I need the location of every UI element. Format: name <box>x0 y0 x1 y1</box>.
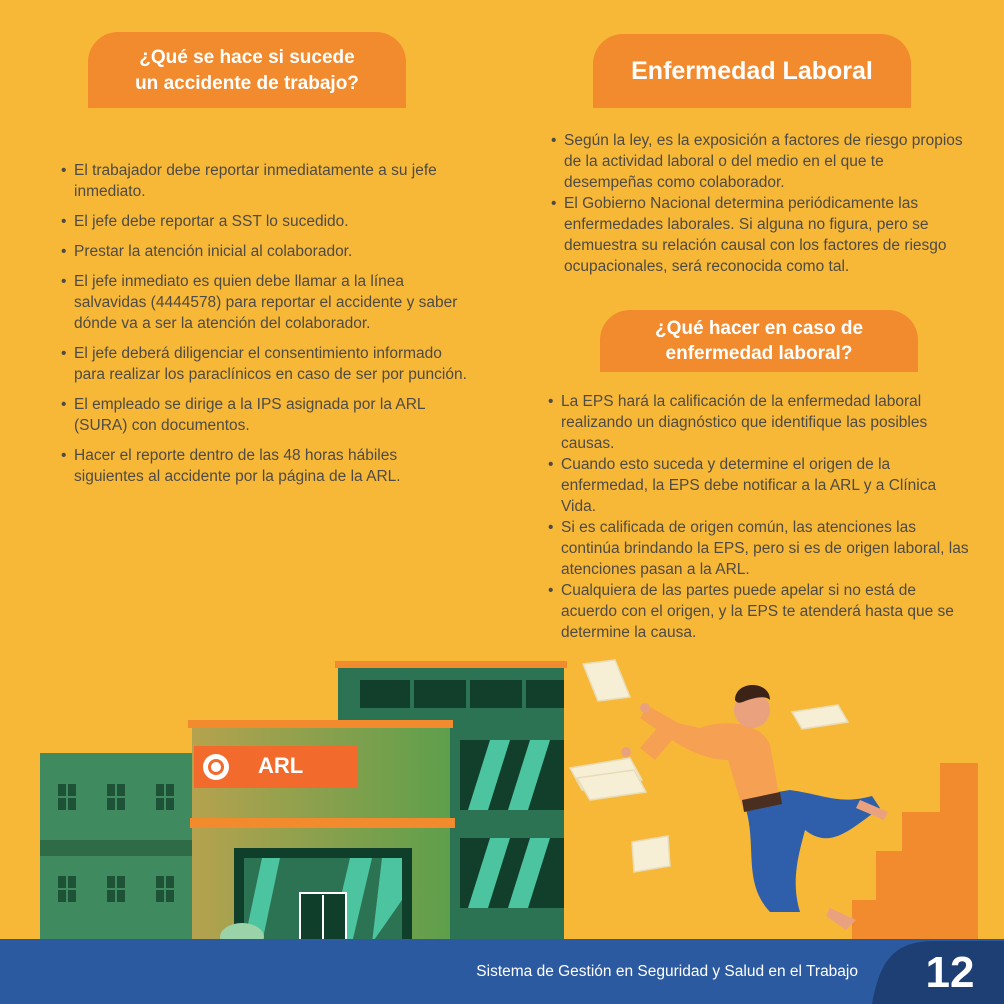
list-item: • El empleado se dirige a la IPS asignada por la ARL (SURA) con documentos. <box>61 394 471 436</box>
accident-heading-line1: ¿Qué se hace si sucede <box>139 47 355 68</box>
arl-building <box>188 720 455 951</box>
footer-title: Sistema de Gestión en Seguridad y Salud en el Trabajo <box>476 963 858 980</box>
flying-papers <box>570 660 848 872</box>
occupational-disease-heading: Enfermedad Laboral <box>593 34 911 108</box>
left-building <box>40 753 195 943</box>
list-item: • El jefe inmediato es quien debe llamar a la línea salvavidas (4444578) para reportar el accidente y saber dónde va a ser la atención del colaborador. <box>61 271 471 334</box>
list-item: • El Gobierno Nacional determina periódicamente las enfermedades laborales. Si alguna no figura, pero se demuestra su relación causal con los factores de riesgo ocupacionales, será reconocida como tal. <box>551 193 976 277</box>
list-item: • Cualquiera de las partes puede apelar si no está de acuerdo con el origen, y la EPS te atenderá hasta que se determine la causa. <box>548 580 973 643</box>
disease-action-heading-line2: enfermedad laboral? <box>665 343 853 364</box>
list-item: • El jefe deberá diligenciar el consentimiento informado para realizar los paraclínicos en caso de ser por punción. <box>61 343 471 385</box>
list-item: • Hacer el reporte dentro de las 48 horas hábiles siguientes al accidente por la página de la ARL. <box>61 445 471 487</box>
arl-sign-text: ARL <box>258 753 304 778</box>
list-item: • Si es calificada de origen común, las atenciones las continúa brindando la EPS, pero si es de origen laboral, las atenciones pasan a la ARL. <box>548 517 973 580</box>
stairs <box>852 763 978 943</box>
list-item: • La EPS hará la calificación de la enfermedad laboral realizando un diagnóstico que identifique las posibles causas. <box>548 391 973 454</box>
list-item: • Prestar la atención inicial al colaborador. <box>61 241 471 262</box>
list-item: • El jefe debe reportar a SST lo sucedido. <box>61 211 471 232</box>
list-item: • Cuando esto suceda y determine el origen de la enfermedad, la EPS debe notificar a la ARL y a Clínica Vida. <box>548 454 973 517</box>
page-number: 12 <box>925 948 975 997</box>
disease-action-heading-line1: ¿Qué hacer en caso de <box>654 318 864 339</box>
list-item: • El trabajador debe reportar inmediatamente a su jefe inmediato. <box>61 160 471 202</box>
footer <box>0 939 1004 1004</box>
accident-heading-line2: un accidente de trabajo? <box>135 73 359 94</box>
list-item: • Según la ley, es la exposición a factores de riesgo propios de la actividad laboral o del medio en el que te desempeñas como colaborador. <box>551 130 976 193</box>
